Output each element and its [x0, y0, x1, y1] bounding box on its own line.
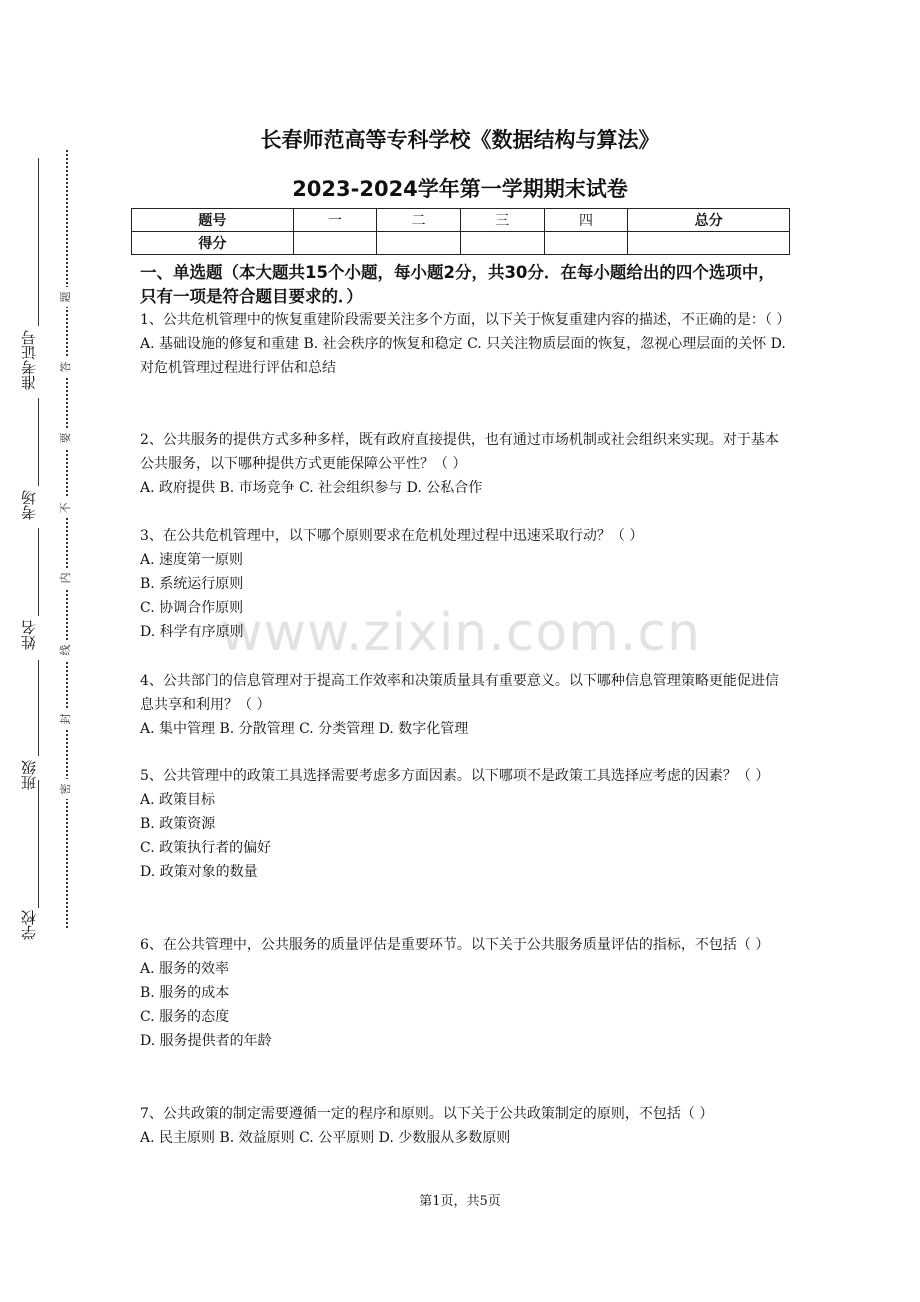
- question-7: [140, 1102, 790, 1150]
- seal-char: 内: [56, 568, 76, 588]
- score-table-header-row: [132, 209, 790, 232]
- sidebar-school-underline: [38, 780, 39, 908]
- question-options: A. 政府提供 B. 市场竞争 C. 社会组织参与 D. 公私合作: [140, 480, 483, 496]
- sidebar-exam-room-label: 考场: [20, 490, 38, 520]
- question-option: A. 速度第一原则: [140, 552, 244, 568]
- question-option: B. 服务的成本: [140, 985, 230, 1001]
- sidebar-name-label: 姓名: [20, 620, 38, 650]
- seal-char: 题: [56, 287, 76, 307]
- sidebar-class-label: 班级: [20, 760, 38, 790]
- score-table-score-row: [132, 232, 790, 255]
- question-4: [140, 669, 790, 741]
- score-header-cell: 一: [293, 209, 377, 232]
- question-option: B. 政策资源: [140, 816, 216, 832]
- score-row-label: 得分: [132, 232, 294, 255]
- sidebar-school-label: 学校: [20, 910, 38, 940]
- seal-char: 线: [56, 640, 76, 660]
- question-option: C. 政策执行者的偏好: [140, 840, 272, 856]
- score-header-cell: 四: [544, 209, 628, 232]
- question-options: A. 民主原则 B. 效益原则 C. 公平原则 D. 少数服从多数原则: [140, 1130, 511, 1146]
- score-input-cell[interactable]: [544, 232, 628, 255]
- seal-char: 答: [56, 357, 76, 377]
- question-2: [140, 428, 790, 500]
- question-option: B. 系统运行原则: [140, 576, 244, 592]
- score-input-cell[interactable]: [628, 232, 790, 255]
- question-options: A. 集中管理 B. 分散管理 C. 分类管理 D. 数字化管理: [140, 721, 469, 737]
- seal-line: [66, 150, 68, 928]
- page-footer: 第1页，共5页: [419, 1194, 501, 1209]
- sidebar-class-underline: [38, 660, 39, 756]
- question-stem: 5、公共管理中的政策工具选择需要考虑多方面因素。以下哪项不是政策工具选择应考虑的因素？（ ）: [140, 768, 770, 784]
- seal-char: 要: [56, 428, 76, 448]
- score-input-cell[interactable]: [293, 232, 377, 255]
- question-stem: 6、在公共管理中，公共服务的质量评估是重要环节。以下关于公共服务质量评估的指标，不包括（ ）: [140, 937, 770, 953]
- sidebar-name-underline: [38, 528, 39, 616]
- question-option: D. 科学有序原则: [140, 624, 244, 640]
- score-input-cell[interactable]: [377, 232, 461, 255]
- question-stem: 2、公共服务的提供方式多种多样，既有政府直接提供，也有通过市场机制或社会组织来实现。对于基本公共服务，以下哪种提供方式更能保障公平性？（ ）: [140, 432, 779, 472]
- watermark: www.zixin.com.cn: [220, 603, 701, 663]
- score-table: [131, 208, 790, 255]
- seal-char: 不: [56, 498, 76, 518]
- question-option: A. 政策目标: [140, 792, 216, 808]
- score-header-cell: 三: [460, 209, 544, 232]
- question-3: [140, 524, 790, 644]
- score-header-cell: 总分: [628, 209, 790, 232]
- question-1: [140, 308, 790, 380]
- question-option: C. 服务的态度: [140, 1009, 230, 1025]
- question-stem: 1、公共危机管理中的恢复重建阶段需要关注多个方面，以下关于恢复重建内容的描述，不正确的是：（ ）: [140, 312, 791, 328]
- question-options: A. 基础设施的修复和重建 B. 社会秩序的恢复和稳定 C. 只关注物质层面的恢复，忽视心理层面的关怀 D. 对危机管理过程进行评估和总结: [140, 336, 786, 376]
- question-option: A. 服务的效率: [140, 961, 230, 977]
- exam-title: 长春师范高等专科学校《数据结构与算法》: [260, 128, 660, 152]
- score-header-cell: 二: [377, 209, 461, 232]
- seal-char: 封: [56, 709, 76, 729]
- score-header-cell: 题号: [132, 209, 294, 232]
- question-option: C. 协调合作原则: [140, 600, 244, 616]
- seal-char: 密: [56, 779, 76, 799]
- section-heading: 一、单选题（本大题共15个小题，每小题2分，共30分．在每小题给出的四个选项中，只有一项是符合题目要求的．）: [140, 263, 775, 306]
- question-option: D. 服务提供者的年龄: [140, 1033, 272, 1049]
- question-6: [140, 933, 790, 1053]
- question-option: D. 政策对象的数量: [140, 864, 258, 880]
- sidebar-exam-room-underline: [38, 398, 39, 486]
- question-5: [140, 764, 790, 884]
- score-input-cell[interactable]: [460, 232, 544, 255]
- exam-subtitle: 2023-2024学年第一学期期末试卷: [292, 177, 628, 201]
- question-stem: 4、公共部门的信息管理对于提高工作效率和决策质量具有重要意义。以下哪种信息管理策略更能促进信息共享和利用？（ ）: [140, 673, 779, 713]
- question-stem: 3、在公共危机管理中，以下哪个原则要求在危机处理过程中迅速采取行动？（ ）: [140, 528, 644, 544]
- question-stem: 7、公共政策的制定需要遵循一定的程序和原则。以下关于公共政策制定的原则，不包括（ ）: [140, 1106, 714, 1122]
- sidebar-ticket-no-label: 准考证号: [20, 330, 38, 390]
